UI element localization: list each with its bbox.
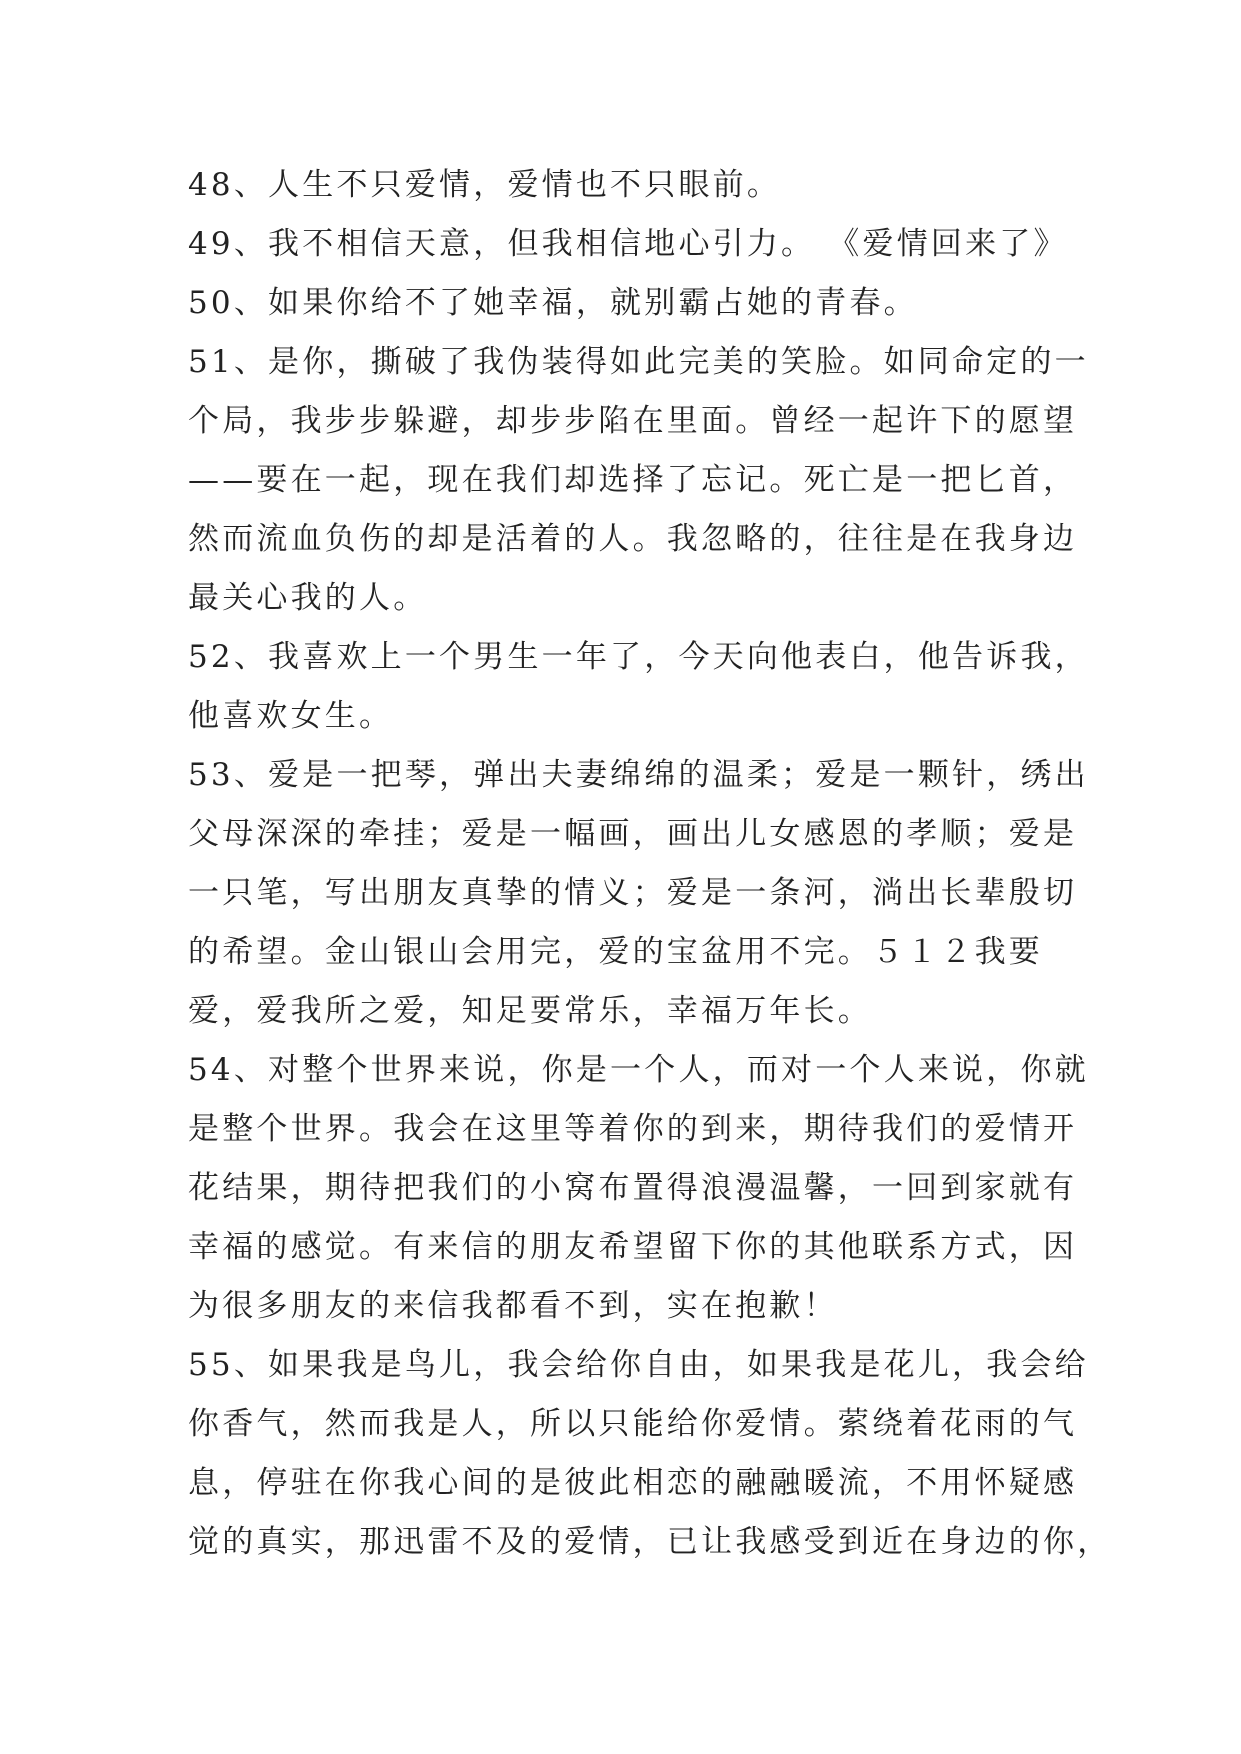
text-line: 为很多朋友的来信我都看不到，实在抱歉！ xyxy=(188,1288,838,1324)
text-line: 的希望。金山银山会用完，爱的宝盆用不完。５１２我要 xyxy=(188,934,1043,970)
text-line: 51、是你，撕破了我伪装得如此完美的笑脸。如同命定的一 xyxy=(188,344,1089,380)
text-line: 他喜欢女生。 xyxy=(188,698,394,734)
text-line: 52、我喜欢上一个男生一年了，今天向他表白，他告诉我， xyxy=(188,639,1089,675)
text-line: 息，停驻在你我心间的是彼此相恋的融融暖流，不用怀疑感 xyxy=(188,1465,1078,1501)
text-line: 49、我不相信天意，但我相信地心引力。 《爱情回来了》 xyxy=(188,226,1068,262)
text-line: 是整个世界。我会在这里等着你的到来，期待我们的爱情开 xyxy=(188,1111,1078,1147)
text-line: 然而流血负伤的却是活着的人。我忽略的，往往是在我身边 xyxy=(188,521,1078,557)
text-line: 父母深深的牵挂；爱是一幅画，画出儿女感恩的孝顺；爱是 xyxy=(188,816,1078,852)
text-line: 最关心我的人。 xyxy=(188,580,428,616)
text-line: ——要在一起，现在我们却选择了忘记。死亡是一把匕首， xyxy=(188,462,1078,498)
text-line: 48、人生不只爱情，爱情也不只眼前。 xyxy=(188,167,782,203)
text-line: 你香气，然而我是人，所以只能给你爱情。萦绕着花雨的气 xyxy=(188,1406,1078,1442)
text-line: 54、对整个世界来说，你是一个人，而对一个人来说，你就 xyxy=(188,1052,1089,1088)
text-line: 花结果，期待把我们的小窝布置得浪漫温馨，一回到家就有 xyxy=(188,1170,1078,1206)
body-text xyxy=(188,156,1112,1572)
text-line: 爱，爱我所之爱，知足要常乐，幸福万年长。 xyxy=(188,993,872,1029)
text-line: 53、爱是一把琴，弹出夫妻绵绵的温柔；爱是一颗针，绣出 xyxy=(188,757,1089,793)
text-line: 55、如果我是鸟儿，我会给你自由，如果我是花儿，我会给 xyxy=(188,1347,1089,1383)
text-line: 个局，我步步躲避，却步步陷在里面。曾经一起许下的愿望 xyxy=(188,403,1078,439)
text-line: 50、如果你给不了她幸福，就别霸占她的青春。 xyxy=(188,285,918,321)
text-line: 觉的真实，那迅雷不及的爱情，已让我感受到近在身边的你， xyxy=(188,1524,1112,1560)
text-line: 幸福的感觉。有来信的朋友希望留下你的其他联系方式，因 xyxy=(188,1229,1078,1265)
text-line: 一只笔，写出朋友真挚的情义；爱是一条河，淌出长辈殷切 xyxy=(188,875,1078,911)
